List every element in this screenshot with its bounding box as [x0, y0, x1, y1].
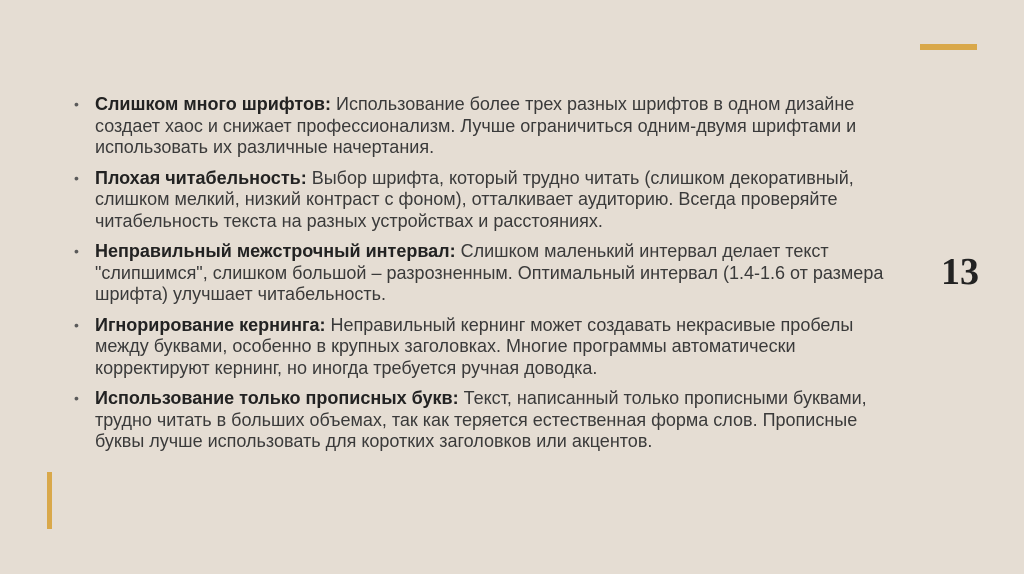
item-text: Текст, написанный только прописными буквами, трудно читать в больших объемах, так как теряется естественная форма слов. Прописные буквы лучше использовать для коротких заголовков или акцентов.: [95, 388, 867, 451]
item-text: Выбор шрифта, который трудно читать (слишком декоративный, слишком мелкий, низкий контраст с фоном), отталкивает аудиторию. Всегда проверяйте читабельность текста на разных устройствах и расстояниях.: [95, 167, 854, 231]
page-number: 13: [941, 251, 979, 293]
list-item: [74, 241, 904, 306]
list-item: [74, 94, 904, 159]
item-term: Неправильный межстрочный интервал:: [95, 241, 456, 261]
item-text: Неправильный кернинг может создавать некрасивые пробелы между буквами, особенно в крупных заголовках. Многие программы автоматически корректируют кернинг, но иногда требуется ручная доводка.: [95, 314, 854, 378]
list-item: [74, 315, 904, 380]
bullet-icon: •: [74, 169, 79, 186]
item-term: Слишком много шрифтов:: [95, 94, 331, 114]
item-term: Плохая читабельность:: [95, 167, 307, 188]
item-text: Слишком маленький интервал делает текст "слипшимся", слишком большой – разрозненным. Оптимальный интервал (1.4-1.6 от размера шрифта) улучшает читабельность.: [95, 241, 884, 304]
item-term: Игнорирование кернинга:: [95, 314, 326, 335]
bullet-icon: •: [74, 96, 79, 112]
item-term: Использование только прописных букв:: [95, 388, 459, 408]
accent-bar-left: [47, 472, 52, 529]
accent-bar-top: [920, 44, 977, 50]
bullet-icon: •: [74, 390, 79, 406]
bullet-list: [74, 94, 904, 453]
list-item: [74, 388, 904, 453]
item-text: Использование более трех разных шрифтов в одном дизайне создает хаос и снижает профессионализм. Лучше ограничиться одним-двумя шрифтами и использовать их различные начертания.: [95, 94, 857, 157]
bullet-icon: •: [74, 243, 79, 259]
list-item: [74, 168, 904, 233]
bullet-icon: •: [74, 316, 79, 333]
